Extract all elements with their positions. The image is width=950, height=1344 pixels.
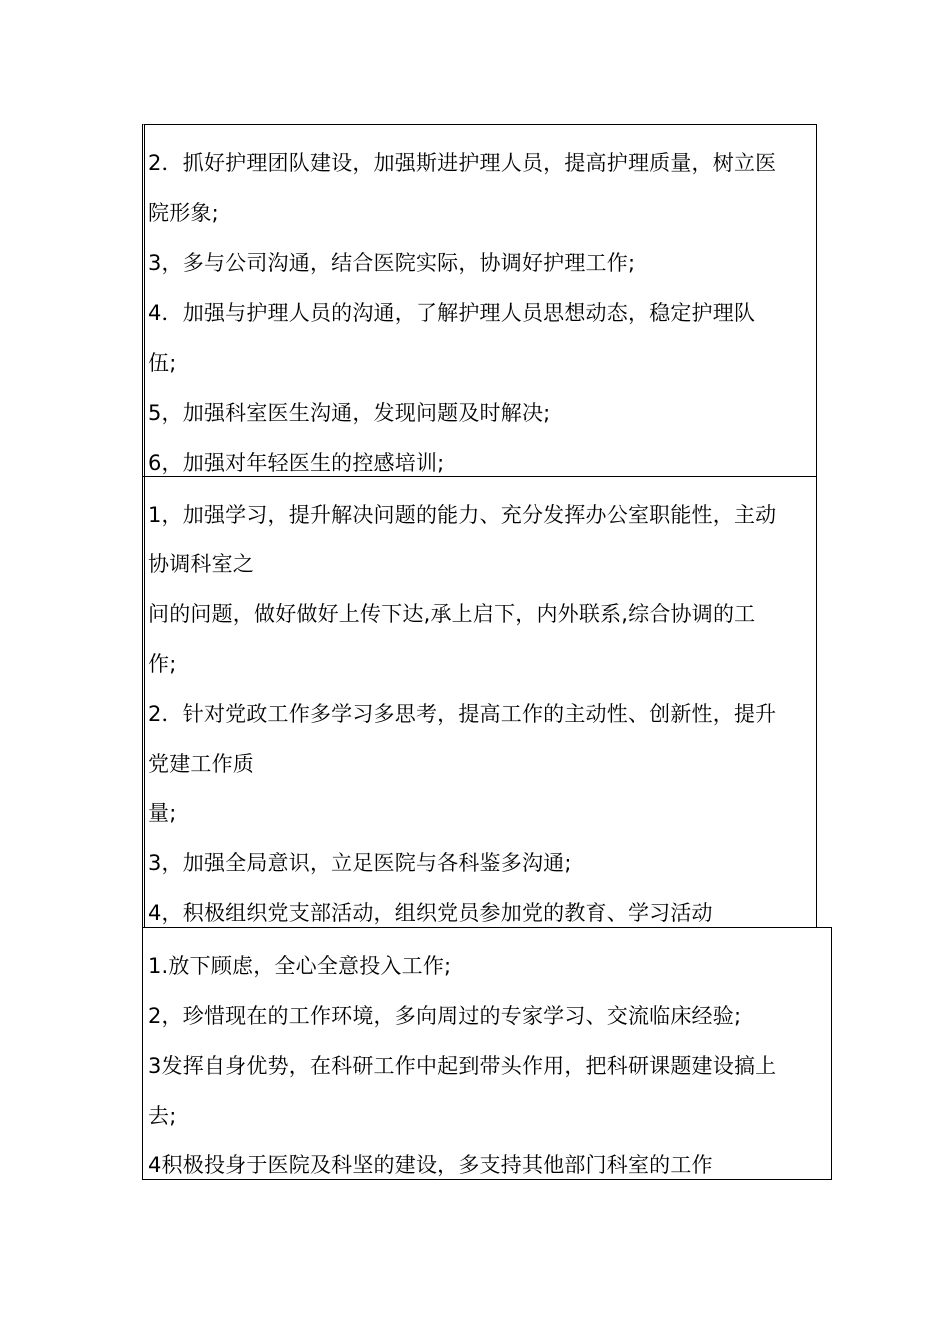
section1-line-6: 5，加强科室医生沟通，发现问题及时解决;	[148, 401, 551, 425]
section3-line-5: 4积极投身于医院及科坚的建设，多支持其他部门科室的工作	[148, 1153, 713, 1177]
section1-line-7: 6，加强对年轻医生的控感培训;	[148, 451, 445, 475]
section2-line-2: 协调科室之	[148, 552, 254, 576]
section1-line-5: 伍;	[148, 351, 177, 375]
section2-line-3: 问的问题，做好做好上传下达,承上启下，内外联系,综合协调的工	[148, 602, 756, 626]
section2-line-7: 量;	[148, 801, 177, 825]
section3-line-2: 2，珍惜现在的工作环境，多向周过的专家学习、交流临床经验;	[148, 1004, 742, 1028]
section3-line-1: 1.放下顾虑，全心全意投入工作;	[148, 954, 452, 978]
section2-line-5: 2．针对党政工作多学习多思考，提高工作的主动性、创新性，提升	[148, 702, 777, 726]
section1-line-3: 3，多与公司沟通，结合医院实际，协调好护理工作;	[148, 251, 636, 275]
section3-line-4: 去;	[148, 1104, 177, 1128]
section2-line-6: 党建工作质	[148, 752, 254, 776]
table-row-divider	[142, 476, 817, 477]
section2-line-1: 1，加强学习，提升解决问题的能力、充分发挥办公室职能性，主动	[148, 503, 777, 527]
section2-line-4: 作;	[148, 652, 177, 676]
section1-line-4: 4．加强与护理人员的沟通，了解护理人员思想动态，稳定护理队	[148, 301, 756, 325]
section1-line-1: 2．抓好护理团队建设，加强斯进护理人员，提高护理质量，树立医	[148, 151, 777, 175]
section1-line-2: 院形象;	[148, 201, 219, 225]
section2-line-8: 3，加强全局意识，立足医院与各科鉴多沟通;	[148, 851, 572, 875]
section3-line-3: 3发挥自身优势，在科研工作中起到带头作用，把科研课题建设搞上	[148, 1054, 777, 1078]
section2-line-9: 4，积极组织党支部活动，组织党员参加党的教育、学习活动	[148, 901, 713, 925]
